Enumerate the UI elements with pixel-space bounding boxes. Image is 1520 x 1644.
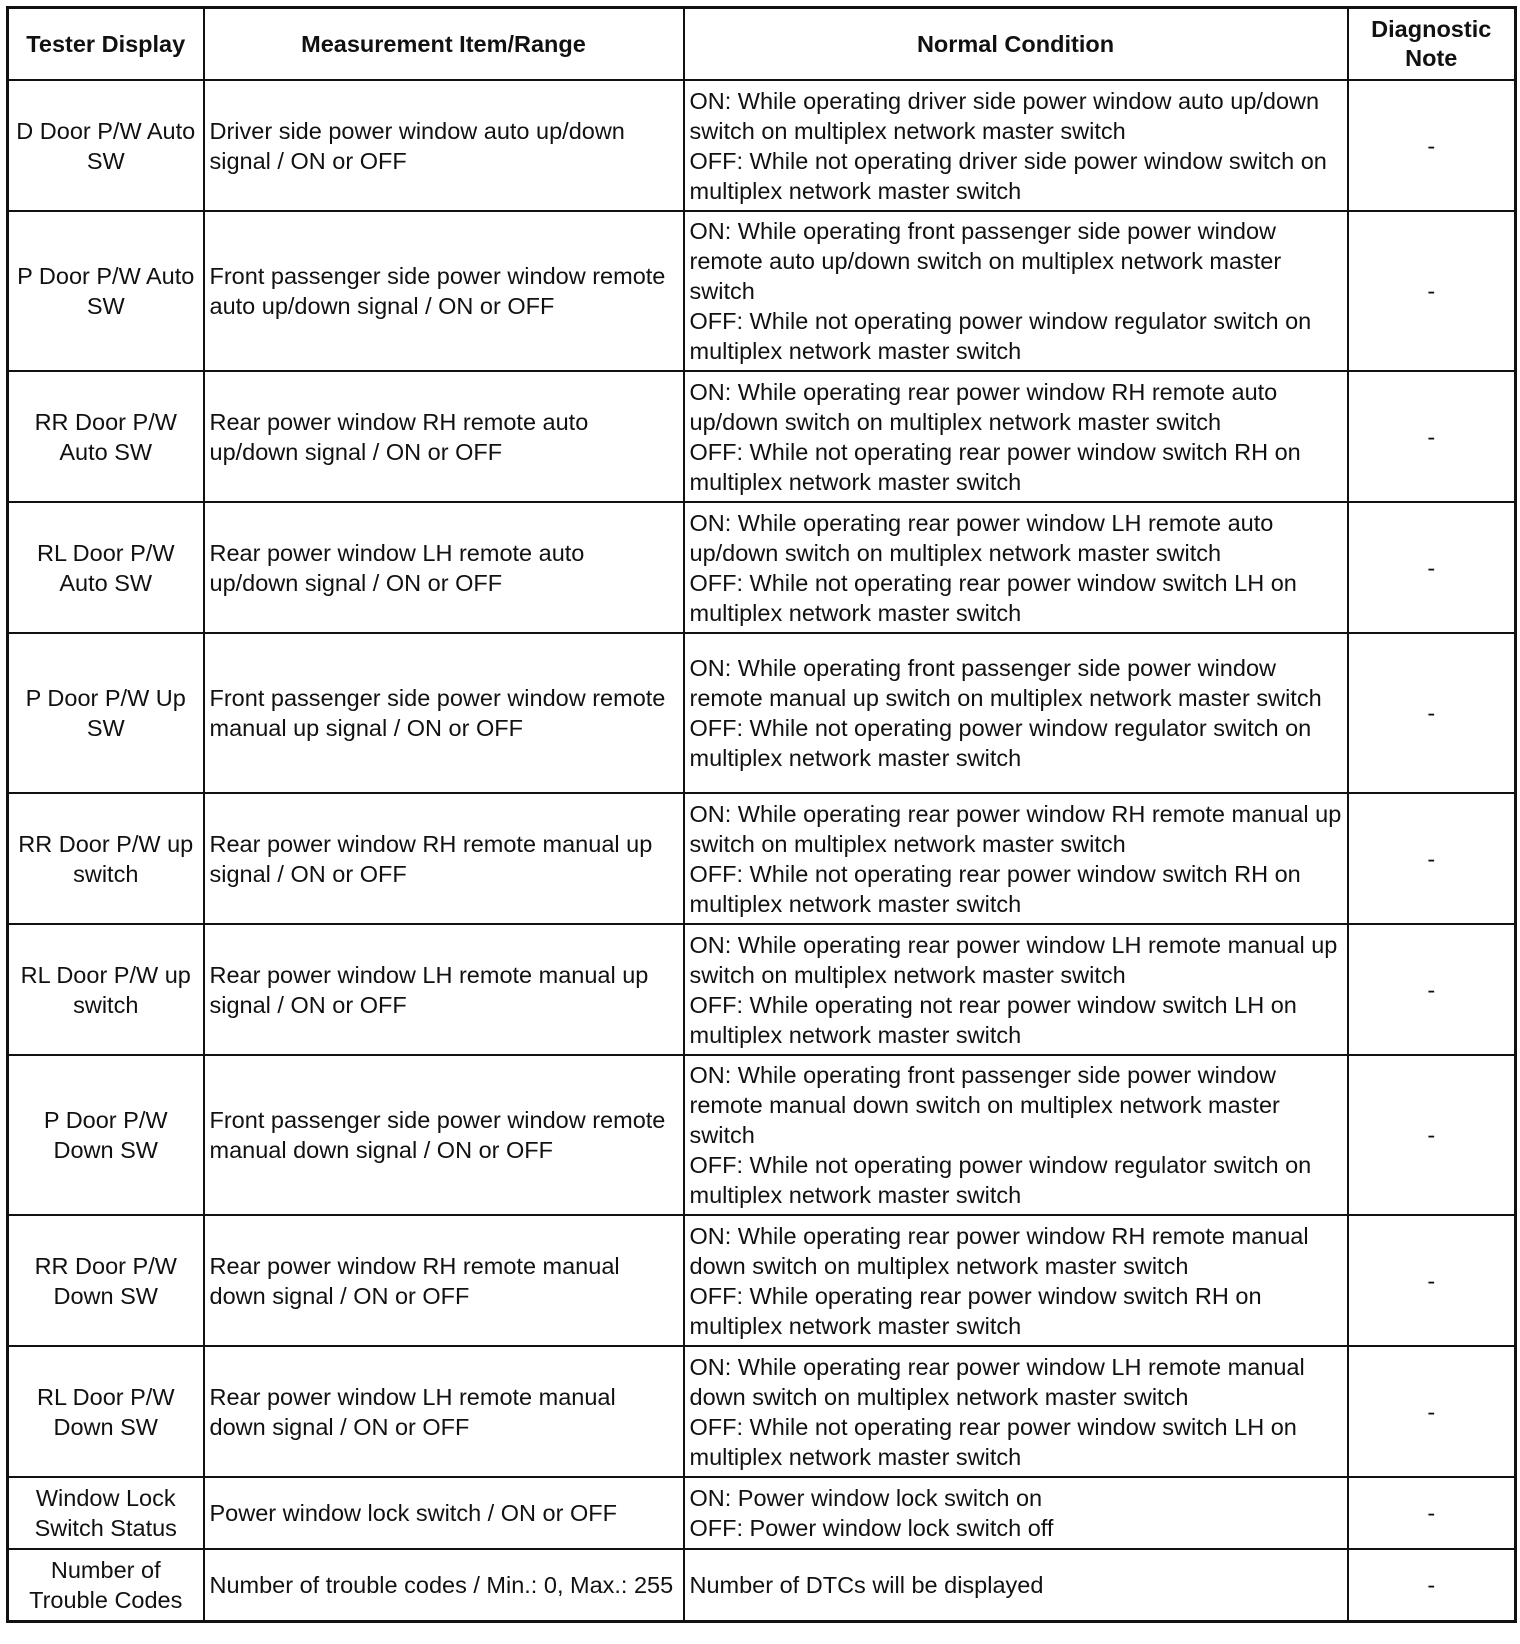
measurement-cell: Front passenger side power window remote manual down signal / ON or OFF <box>204 1055 684 1215</box>
measurement-cell: Front passenger side power window remote manual up signal / ON or OFF <box>204 633 684 793</box>
diagnostic-note-cell: - <box>1348 1055 1516 1215</box>
header-measurement: Measurement Item/Range <box>204 8 684 81</box>
tester-display-cell: RL Door P/W up switch <box>8 924 204 1055</box>
measurement-cell: Rear power window LH remote manual down signal / ON or OFF <box>204 1346 684 1477</box>
off-condition: OFF: While not operating power window regulator switch on multiplex network master switch <box>689 308 1312 364</box>
table-row <box>8 80 1516 211</box>
measurement-cell: Driver side power window auto up/down signal / ON or OFF <box>204 80 684 211</box>
diagnostic-note-cell: - <box>1348 793 1516 924</box>
tester-display-cell: RL Door P/W Down SW <box>8 1346 204 1477</box>
normal-condition-cell <box>684 371 1348 502</box>
diagnostic-note-cell: - <box>1348 924 1516 1055</box>
diagnostic-note-cell: - <box>1348 1549 1516 1622</box>
header-diagnostic-note: Diagnostic Note <box>1348 8 1516 81</box>
table-row <box>8 924 1516 1055</box>
normal-condition-cell <box>684 1346 1348 1477</box>
off-condition: OFF: While not operating rear power window switch RH on multiplex network master switch <box>689 438 1301 495</box>
tester-display-cell: D Door P/W Auto SW <box>8 80 204 211</box>
header-tester-display: Tester Display <box>8 8 204 81</box>
normal-condition-cell <box>684 1215 1348 1346</box>
off-condition: OFF: While not operating rear power window switch LH on multiplex network master switch <box>689 569 1297 626</box>
normal-condition-cell <box>684 80 1348 211</box>
off-condition: OFF: While operating rear power window switch RH on multiplex network master switch <box>689 1282 1262 1339</box>
table-row <box>8 502 1516 633</box>
table-row <box>8 1215 1516 1346</box>
table-row <box>8 211 1516 371</box>
on-condition: ON: Power window lock switch on <box>689 1485 1043 1511</box>
tester-display-cell: RR Door P/W up switch <box>8 793 204 924</box>
table-row <box>8 793 1516 924</box>
normal-condition-cell <box>684 1549 1348 1622</box>
diagnostic-note-cell: - <box>1348 1477 1516 1549</box>
tester-display-cell: P Door P/W Up SW <box>8 633 204 793</box>
header-row <box>8 8 1516 81</box>
tester-display-cell: RR Door P/W Auto SW <box>8 371 204 502</box>
tester-display-cell: Number of Trouble Codes <box>8 1549 204 1622</box>
normal-condition-cell <box>684 211 1348 371</box>
off-condition: OFF: While not operating rear power window switch RH on multiplex network master switch <box>689 860 1301 917</box>
diagnostic-note-cell: - <box>1348 371 1516 502</box>
on-condition: ON: While operating rear power window LH remote manual down switch on multiplex network master switch <box>689 1353 1305 1410</box>
diagnostic-note-cell: - <box>1348 1346 1516 1477</box>
measurement-cell: Number of trouble codes / Min.: 0, Max.: 255 <box>204 1549 684 1622</box>
header-normal-condition: Normal Condition <box>684 8 1348 81</box>
normal-condition-cell <box>684 1055 1348 1215</box>
measurement-cell: Rear power window RH remote auto up/down signal / ON or OFF <box>204 371 684 502</box>
measurement-cell: Rear power window RH remote manual down signal / ON or OFF <box>204 1215 684 1346</box>
table-row <box>8 1346 1516 1477</box>
measurement-cell: Rear power window RH remote manual up signal / ON or OFF <box>204 793 684 924</box>
off-condition: OFF: While not operating rear power window switch LH on multiplex network master switch <box>689 1413 1297 1470</box>
diagnostic-note-cell: - <box>1348 1215 1516 1346</box>
table-row <box>8 1055 1516 1215</box>
table-row <box>8 633 1516 793</box>
diagnostic-note-cell: - <box>1348 633 1516 793</box>
tester-display-cell: RR Door P/W Down SW <box>8 1215 204 1346</box>
on-condition: ON: While operating rear power window RH remote manual down switch on multiplex network master switch <box>689 1222 1309 1279</box>
diagnostic-note-cell: - <box>1348 80 1516 211</box>
tester-display-cell: Window Lock Switch Status <box>8 1477 204 1549</box>
data-table <box>6 6 1517 1623</box>
off-condition: OFF: While operating not rear power window switch LH on multiplex network master switch <box>689 991 1297 1048</box>
measurement-cell: Front passenger side power window remote auto up/down signal / ON or OFF <box>204 211 684 371</box>
normal-condition-cell <box>684 924 1348 1055</box>
normal-condition-cell <box>684 1477 1348 1549</box>
tester-display-cell: P Door P/W Auto SW <box>8 211 204 371</box>
measurement-cell: Power window lock switch / ON or OFF <box>204 1477 684 1549</box>
measurement-cell: Rear power window LH remote auto up/down signal / ON or OFF <box>204 502 684 633</box>
on-condition: ON: While operating front passenger side power window remote manual down switch on multiplex network master switch <box>689 1062 1280 1148</box>
on-condition: ON: While operating front passenger side power window remote auto up/down switch on multiplex network master switch <box>689 218 1282 304</box>
off-condition: OFF: While not operating driver side power window switch on multiplex network master switch <box>689 147 1327 204</box>
tester-display-cell: P Door P/W Down SW <box>8 1055 204 1215</box>
normal-condition-cell <box>684 502 1348 633</box>
on-condition: ON: While operating rear power window RH remote auto up/down switch on multiplex network master switch <box>689 378 1278 435</box>
measurement-cell: Rear power window LH remote manual up signal / ON or OFF <box>204 924 684 1055</box>
on-condition: ON: While operating rear power window LH remote auto up/down switch on multiplex network master switch <box>689 509 1274 566</box>
off-condition: OFF: Power window lock switch off <box>689 1515 1054 1541</box>
off-condition: OFF: While not operating power window regulator switch on multiplex network master switch <box>689 715 1312 771</box>
normal-condition-cell <box>684 633 1348 793</box>
off-condition: OFF: While not operating power window regulator switch on multiplex network master switch <box>689 1152 1312 1208</box>
normal-condition-cell <box>684 793 1348 924</box>
condition-text: Number of DTCs will be displayed <box>689 1572 1044 1598</box>
diagnostic-note-cell: - <box>1348 502 1516 633</box>
table-row <box>8 1549 1516 1622</box>
on-condition: ON: While operating front passenger side power window remote manual up switch on multiplex network master switch <box>689 655 1322 711</box>
table-row <box>8 1477 1516 1549</box>
on-condition: ON: While operating rear power window RH remote manual up switch on multiplex network master switch <box>689 800 1342 857</box>
table-row <box>8 371 1516 502</box>
on-condition: ON: While operating rear power window LH remote manual up switch on multiplex network master switch <box>689 931 1338 988</box>
tester-display-cell: RL Door P/W Auto SW <box>8 502 204 633</box>
on-condition: ON: While operating driver side power window auto up/down switch on multiplex network master switch <box>689 87 1320 144</box>
diagnostic-note-cell: - <box>1348 211 1516 371</box>
